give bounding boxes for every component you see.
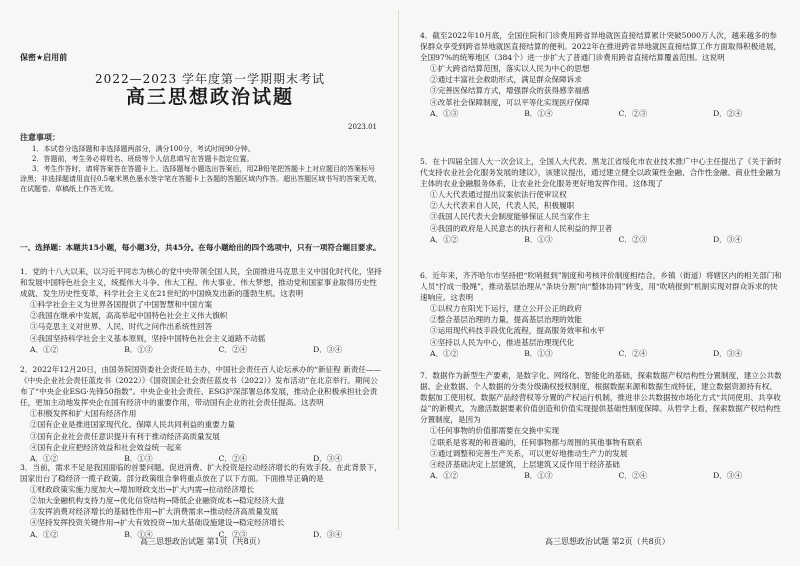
option: ②加大金融机构支持力度→优化信贷结构→降低企业融资成本→稳定经济大盘 bbox=[30, 496, 285, 506]
page-2 bbox=[420, 30, 782, 520]
question-stem: 5．在十四届全国人大一次会议上，全国人大代表、黑龙江省绥化市农业技术推广中心主任提出了《关于新时代支持农业社会化服务发展的建议》，该建议提出，通过建立健全以政策性金融、合作性金融、商业性金融为主体的农业金融服务体系，让农业社会化服务更好地发挥作用。这体现了 bbox=[420, 157, 782, 189]
exam-title: 2022—2023 学年度第一学期期末考试 bbox=[95, 72, 325, 86]
question-6 bbox=[420, 270, 782, 359]
question-3 bbox=[20, 462, 382, 540]
question-1 bbox=[20, 266, 382, 355]
answer-a: A．①② bbox=[30, 529, 59, 539]
notice-item: 2．答题前，考生务必将姓名、班级等个人信息填写在答题卡指定位置。 bbox=[32, 155, 254, 163]
answer-d: D．③④ bbox=[313, 344, 342, 354]
option: ③马克思主义对世界、人民、时代之问作出系统性回答 bbox=[30, 322, 213, 332]
option: ①积极发挥和扩大国有经济作用 bbox=[30, 409, 137, 419]
answer-b: B．①③ bbox=[524, 234, 553, 244]
question-stem: 6．近年来，齐齐哈尔市坚持把“吹哨报到”制度和考核评价制度相结合，乡镇（街道）将辖区内的相关部门和人员“拧成一股绳”，推动基层治理从“条块分割”向“整体协同”转变，用“吹哨报到”机制实现对群众诉求的快速响应。这表明 bbox=[420, 271, 782, 303]
option: ④改革社会保障制度，可以平等化实现医疗保障 bbox=[430, 97, 590, 107]
answer-c: C．②④ bbox=[618, 348, 648, 358]
option: ②人大代表来自人民，代表人民，积极履职 bbox=[430, 201, 575, 211]
option: ④我国坚持科学社会主义基本原则，坚持中国特色社会主义道路不动摇 bbox=[30, 333, 266, 343]
answer-c: C．②④ bbox=[218, 453, 248, 463]
question-stem: 7．数据作为新型生产要素，是数字化、网络化、智能化的基础，探索数据产权结构性分置制度，建立公共数据、企业数据、个人数据的分类分级确权授权制度，根据数据来源和数据生成特征，建立数据资源持有权、数据加工使用权、数据产品经营权等分置的产权运行机制，推进非公共数据按市场化方式“共同使用、共享收益”的新模式，为激活数据要素价值创造和价值实现提供基础性制度保障。从哲学上看，探索数据产权结构性分置制度，是因为 bbox=[420, 371, 782, 425]
answer-d: D．③④ bbox=[313, 453, 342, 463]
answer-d: D．②④ bbox=[713, 108, 742, 118]
notice-item: 1．本试卷分选择题和非选择题两部分，满分100分，考试时间90分钟。 bbox=[32, 145, 255, 153]
page-divider bbox=[398, 10, 399, 530]
option: ③国有企业社会责任意识提升有利于推动经济高质量发展 bbox=[30, 431, 220, 441]
option: ①科学社会主义为世界各国提供了中国智慧和中国方案 bbox=[30, 300, 213, 310]
answer-c: C．②④ bbox=[218, 344, 248, 354]
option: ②国有企业是推进国家现代化、保障人民共同利益的重要力量 bbox=[30, 420, 236, 430]
answer-c: C．②③ bbox=[218, 529, 248, 539]
question-stem: 2．2022年12月20日，由国务院国资委社会责任局主办，中国社会责任百人论坛承办的“新征程 新责任——《中央企业社会责任蓝皮书（2022）》《国资国企社会责任蓝皮书（2022）》发布活动”在北京举行。期间公布了“中央企业ESG·先锋50指数”。中央企业社会责任、ESG沪深部署总体发展，推动企业积极承担社会责任，更加主动地发挥央企在国有经济中的重要作用，带动国有企业的社会责任提高。这表明 bbox=[20, 365, 382, 408]
option: ④国有企业应把经济效益和社会效益统一起来 bbox=[30, 442, 182, 452]
section-heading: 一、选择题：本题共15小题，每小题3分，共45分。在每小题给出的四个选项中，只有一项符合题目要求。 bbox=[20, 243, 381, 252]
option: ③发挥消费对经济增长的基础性作用→扩大消费需求→推动经济高质量发展 bbox=[30, 507, 279, 517]
option: ③运用现代科技手段优化流程，提高服务效率和水平 bbox=[430, 326, 605, 336]
option: ④我国的政府是人民意志的执行者和人民利益的捍卫者 bbox=[430, 223, 613, 233]
answer-b: B．①④ bbox=[524, 108, 553, 118]
page-1 bbox=[20, 30, 382, 539]
option: ③通过调整和完善生产关系，可以更好地推动生产力的发展 bbox=[430, 448, 628, 458]
answer-b: B．①③ bbox=[524, 470, 553, 480]
option: ①财政政策实施力度加大→增加财政支出→扩大内需→拉动经济增长 bbox=[30, 485, 255, 495]
option: ④坚持发挥投资关键作用→扩大有效投资→加大基础设施建设→稳定经济增长 bbox=[30, 518, 285, 528]
page-footer-right: 高三思想政治试题 第2页（共8页） bbox=[545, 537, 670, 546]
answer-choices bbox=[420, 234, 782, 245]
answer-choices bbox=[20, 344, 382, 355]
page-footer-left: 高三思想政治试题 第1页（共8页） bbox=[140, 537, 265, 546]
answer-d: D．③④ bbox=[713, 470, 742, 480]
question-4 bbox=[420, 30, 782, 119]
answer-a: A．①③ bbox=[430, 108, 459, 118]
option: ③完善医保结算方式，增强群众的获得感幸福感 bbox=[430, 86, 590, 96]
answer-d: D．③④ bbox=[713, 234, 742, 244]
notice-title: 注意事项： bbox=[20, 133, 60, 142]
option: ④经济基础决定上层建筑，上层建筑又反作用于经济基础 bbox=[430, 459, 620, 469]
option: ②通过丰富社会救助形式，满足群众保障诉求 bbox=[430, 75, 582, 85]
answer-b: B．①③ bbox=[524, 348, 553, 358]
question-2 bbox=[20, 364, 382, 464]
subject-title: 高三思想政治试题 bbox=[125, 86, 294, 108]
answer-a: A．①② bbox=[430, 234, 459, 244]
answer-c: C．②④ bbox=[618, 470, 648, 480]
answer-a: A．①② bbox=[430, 470, 459, 480]
answer-b: B．①③ bbox=[124, 453, 153, 463]
answer-c: C．②③ bbox=[618, 108, 648, 118]
question-7 bbox=[420, 370, 782, 481]
option: ②联系是客观的和普遍的，任何事物都与周围的其他事物有联系 bbox=[430, 437, 643, 447]
answer-b: B．①④ bbox=[124, 529, 153, 539]
answer-d: D．③④ bbox=[313, 529, 342, 539]
option: ①人大代表通过提出议案依法行使审议权 bbox=[430, 190, 567, 200]
notice-list bbox=[20, 144, 382, 194]
answer-choices bbox=[420, 348, 782, 359]
question-stem: 3．当前，需求不足是我国面临的首要问题。促进消费、扩大投资是拉动经济增长的有效手段。在此背景下，国家出台了稳经济一揽子政策。部分政策组合拳将重点放在了以下方面。下面推导正确的是 bbox=[20, 463, 382, 484]
exam-date: 2023.01 bbox=[348, 123, 377, 131]
option: ①以权力在阳光下运行，建立公开公正的政府 bbox=[430, 304, 582, 314]
answer-c: C．②③ bbox=[618, 234, 648, 244]
option: ④坚持以人民为中心，推进基层治理现代化 bbox=[430, 337, 575, 347]
answer-choices bbox=[420, 108, 782, 119]
answer-d: D．③④ bbox=[713, 348, 742, 358]
question-stem: 4．截至2022年10月底，全国住院和门诊费用跨省异地就医直接结算累计突破5000万人次，越来越多的参保群众享受到跨省异地就医直接结算的便利。2022年在推进跨省异地就医直接结算工作方面取得积极进展，全国97%的统筹地区（384个）进一步扩大了普通门诊费用跨省直接结算覆盖范围。这说明 bbox=[420, 31, 782, 63]
option: ②我国在继承中发展，高高举起中国特色社会主义伟大旗帜 bbox=[30, 311, 228, 321]
question-5 bbox=[420, 156, 782, 245]
option: ①任何事物的价值都需要在交换中实现 bbox=[430, 426, 560, 436]
notice-item: 3．考生作答时，请将答案答在答题卡上。选择题每小题选出答案后，用2B铅笔把答题卡上对应题目的答案标号涂黑；非选择题请用直径0.5毫米黑色墨水签字笔在答题卡上各题的答题区域内作答。超出答题区域书写的答案无效，在试题卷、草稿纸上作答无效。 bbox=[20, 165, 382, 193]
question-stem: 1．党的十八大以来，以习近平同志为核心的党中央带领全国人民，全面推进马克思主义中国化时代化，坚持和发展中国特色社会主义，统揽伟大斗争、伟大工程、伟大事业、伟大梦想，推动党和国家事业取得历史性成就、发生历史性变革，科学社会主义在21世纪的中国焕发出新的蓬勃生机。这表明 bbox=[20, 267, 382, 299]
answer-choices bbox=[420, 470, 782, 481]
answer-a: A．①② bbox=[430, 348, 459, 358]
answer-b: B．①③ bbox=[124, 344, 153, 354]
answer-a: A．①② bbox=[30, 453, 59, 463]
answer-a: A．①② bbox=[30, 344, 59, 354]
option: ②整合基层治理的力量，提高基层治理的效能 bbox=[430, 315, 582, 325]
option: ①扩大跨省结算范围，落实以人民为中心的思想 bbox=[430, 64, 590, 74]
option: ③我国人民代表大会制度能够保证人民当家作主 bbox=[430, 212, 590, 222]
confidential-label: 保密★启用前 bbox=[20, 53, 68, 62]
